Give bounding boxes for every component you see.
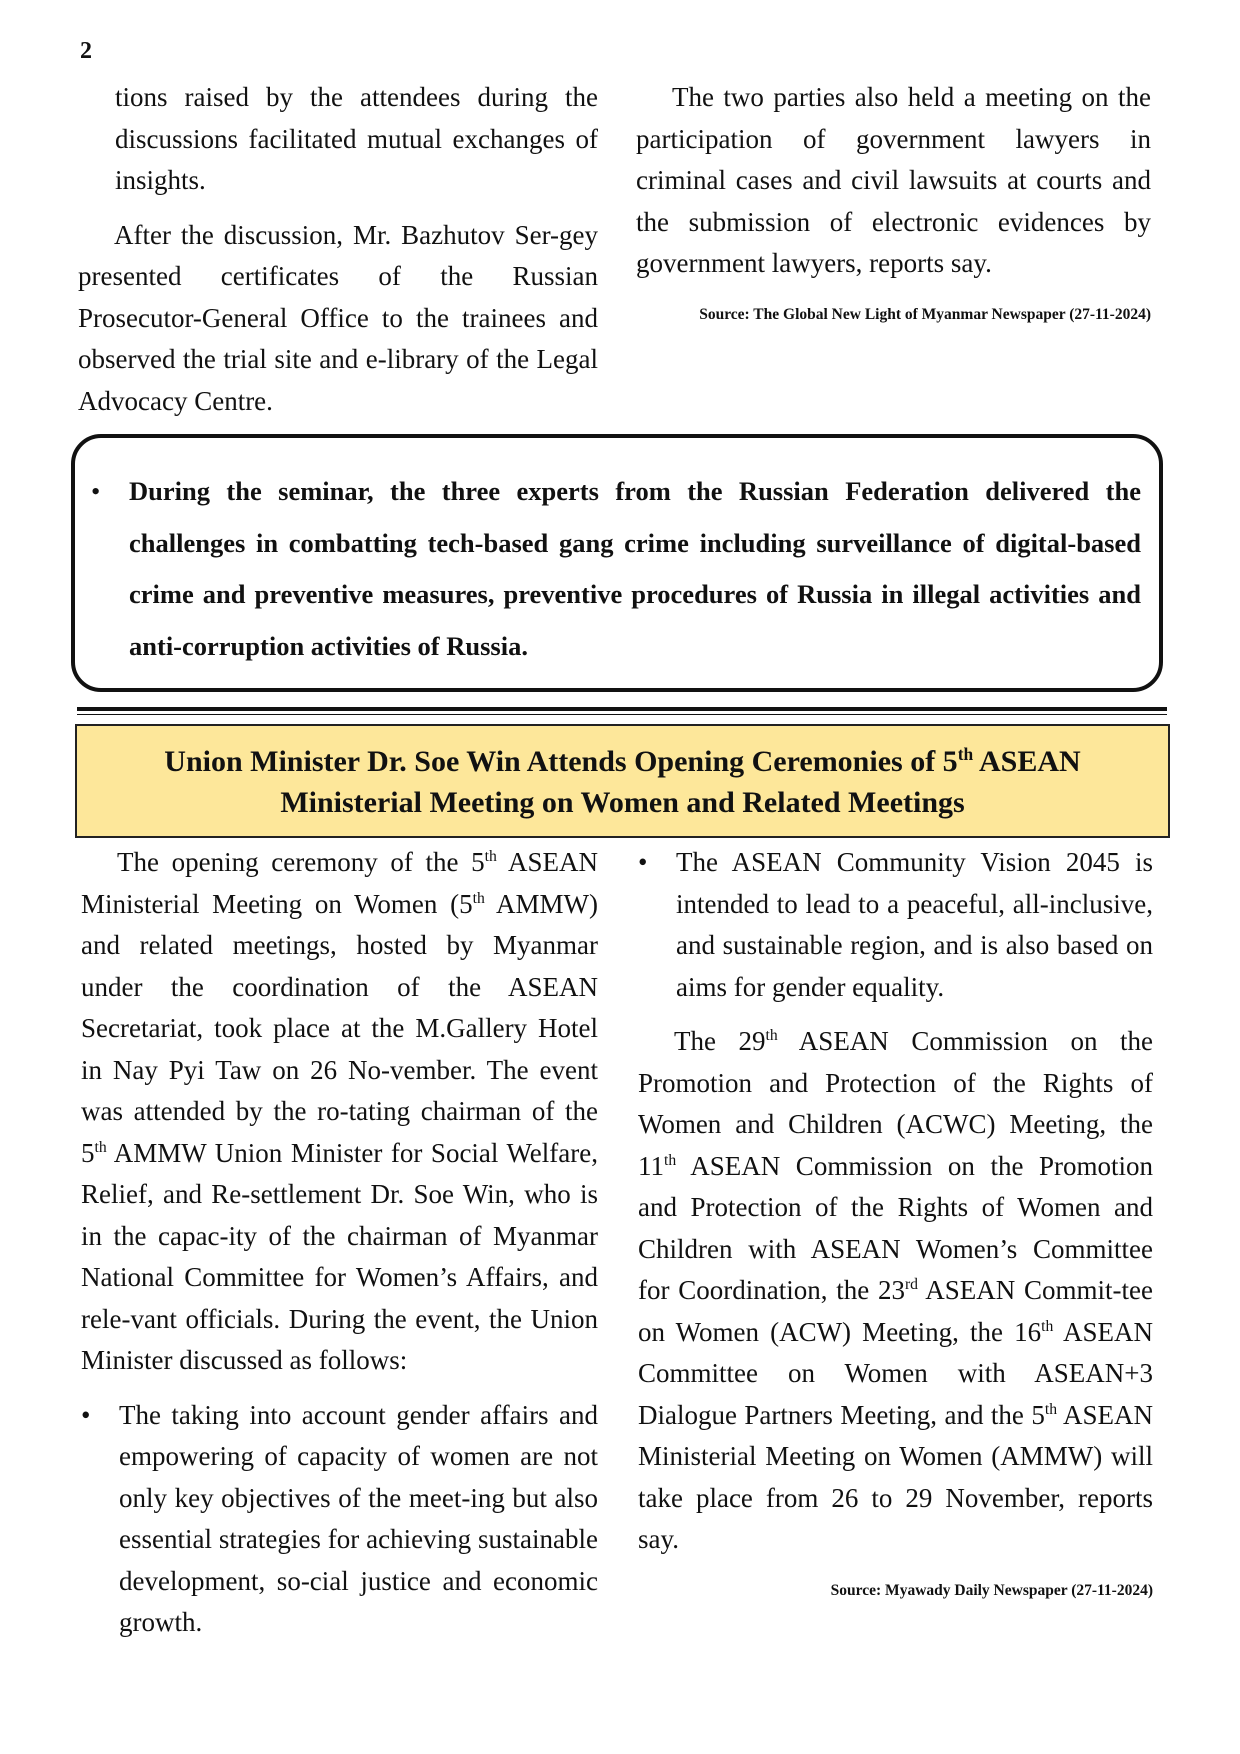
article-left-column <box>81 842 598 1657</box>
highlight-box <box>71 434 1163 692</box>
meetings-paragraph: The 29th ASEAN Commission on the Promotion and Protection of the Rights of Women and Children (ACWC) Meeting, the 11th ASEAN Commission on the Promotion and Protection of the Rights of Women and Children with ASEAN Women’s Committee for Coordination, the 23rd ASEAN Commit-tee on Women (ACW) Meeting, the 16th ASEAN Committee on Women with ASEAN+3 Dialogue Partners Meeting, and the 5th ASEAN Ministerial Meeting on Women (AMMW) will take place from 26 to 29 November, reports say. <box>638 1026 1154 1554</box>
section-divider <box>77 707 1167 711</box>
article-headline <box>75 724 1170 838</box>
section-divider-thin <box>77 714 1167 715</box>
article-right-column <box>638 842 1153 1601</box>
certificate-paragraph: After the discussion, Mr. Bazhutov Ser-gey presented certificates of the Russian Prosecutor-General Office to the trainees and observed the trial site and e-library of the Legal Advocacy Centre. <box>78 219 598 416</box>
bullet-community-vision: • The ASEAN Community Vision 2045 is intended to lead to a peaceful, all-inclusive, and sustainable region, and is also based on aims for gender equality. <box>638 842 1153 1008</box>
bullet-gender-affairs: • The taking into account gender affairs and empowering of capacity of women are not only key objectives of the meet-ing but also essential strategies for achieving sustainable development, so-cial justice and economic growth. <box>81 1395 598 1644</box>
continued-paragraph: tions raised by the attendees during the discussions facilitated mutual exchanges of insights. <box>115 82 598 195</box>
page-number: 2 <box>80 38 92 64</box>
headline-line-1: Union Minister Dr. Soe Win Attends Opening Ceremonies of 5th ASEAN <box>164 744 1081 778</box>
headline-line-2: Ministerial Meeting on Women and Related Meetings <box>280 786 965 819</box>
top-left-column <box>78 77 598 435</box>
source-credit: Source: The Global New Light of Myanmar Newspaper (27-11-2024) <box>699 305 1151 323</box>
opening-paragraph: The opening ceremony of the 5th ASEAN Ministerial Meeting on Women (5th AMMW) and related meetings, hosted by Myanmar under the coordination of the ASEAN Secretariat, took place at the M.Gallery Hotel in Nay Pyi Taw on 26 No-vember. The event was attended by the ro-tating chairman of the 5th AMMW Union Minister for Social Welfare, Relief, and Re-settlement Dr. Soe Win, who is in the capac-ity of the chairman of Myanmar National Committee for Women’s Affairs, and rele-vant officials. During the event, the Union Minister discussed as follows: <box>81 847 599 1375</box>
source-credit: Source: Myawady Daily Newspaper (27-11-2024) <box>830 1581 1153 1599</box>
highlight-bullet: • During the seminar, the three experts from the Russian Federation delivered the challenges in combatting tech-based gang crime including surveillance of digital-based crime and preventive measures, preventive procedures of Russia in illegal activities and anti-corruption activities of Russia. <box>129 466 1141 672</box>
meeting-paragraph: The two parties also held a meeting on the participation of government lawyers in criminal cases and civil lawsuits at courts and the submission of electronic evidences by government lawyers, reports say. <box>636 82 1151 278</box>
top-right-column <box>636 77 1151 325</box>
